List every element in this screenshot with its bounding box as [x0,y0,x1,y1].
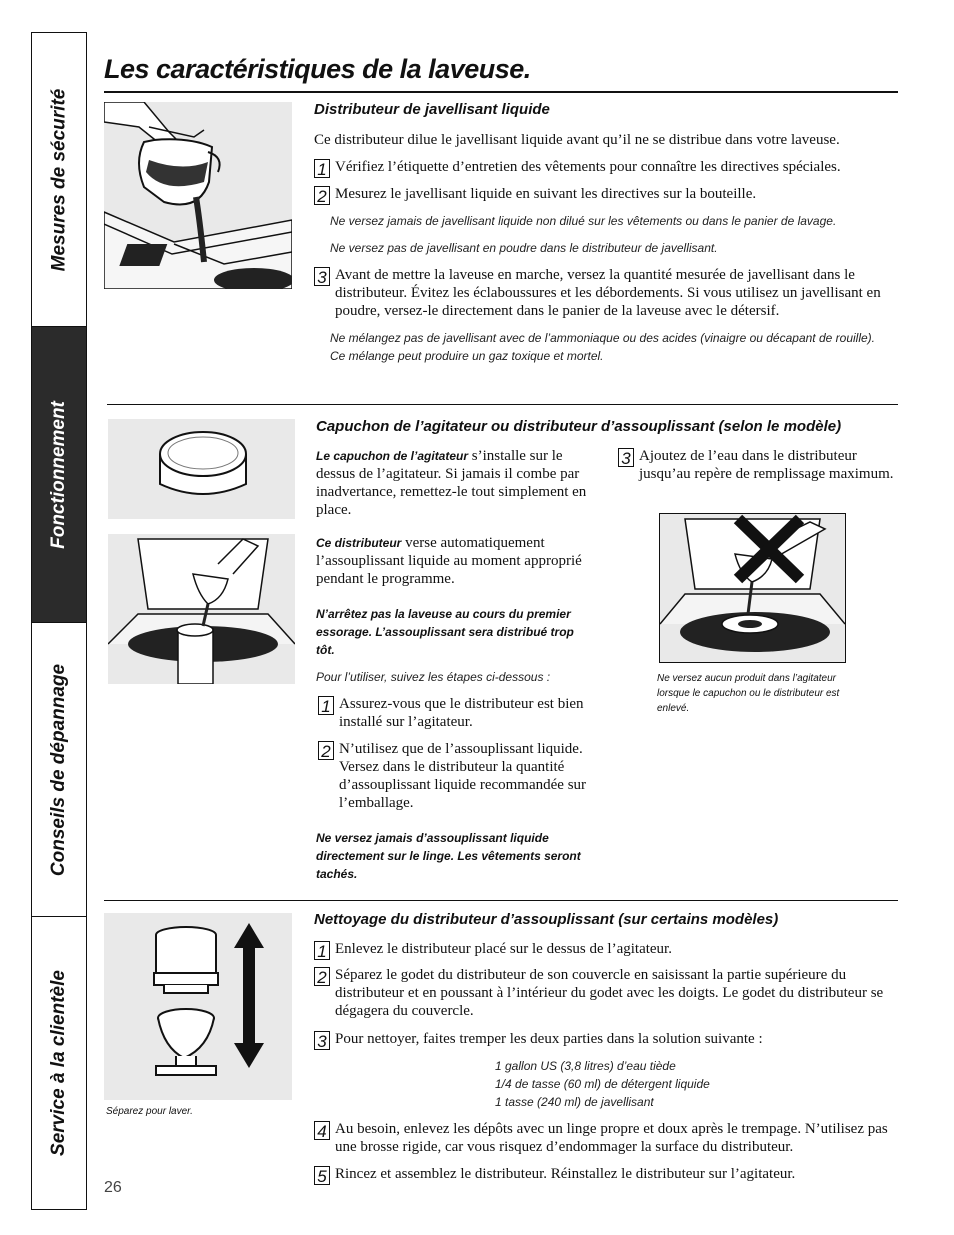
do-not-pour-illustration [659,513,846,663]
step-number: 3 [314,1031,330,1050]
step-number: 2 [314,967,330,986]
tab-mesures-de-securite[interactable] [32,33,86,327]
warning-note: Ne mélangez pas de javellisant avec de l’ammoniaque ou des acides (vinaigre ou décapant de rouille). Ce mélange peut produire un gaz toxique et mortel. [330,331,875,363]
tab-label: Fonctionnement [48,400,69,549]
tab-fonctionnement[interactable] [32,327,86,623]
tab-service-a-la-clientele[interactable] [32,917,86,1209]
tab-conseils-de-depannage[interactable] [32,623,86,917]
step [314,266,894,320]
warning-text: N’arrêtez pas la laveuse au cours du premier essorage. L’assouplissant sera distribué trop tôt. [316,607,574,657]
section-intro: Ce distributeur dilue le javellisant liquide avant qu’il ne se distribue dans votre laveuse. [314,132,840,148]
paragraph [316,534,601,588]
section-heading: Distributeur de javellisant liquide [314,101,550,118]
step-number: 1 [314,941,330,960]
tab-label: Service à la clientèle [48,970,69,1156]
instructions-text: Pour l’utiliser, suivez les étapes ci-dessous : [316,670,551,684]
note: Ne versez pas de javellisant en poudre dans le distributeur de javellisant. [330,241,718,255]
solution-line: 1 tasse (240 ml) de javellisant [495,1095,654,1109]
step-number: 2 [314,186,330,205]
step-number: 1 [318,696,334,715]
agitator-cap-illustration [108,419,295,519]
step [314,185,894,205]
page-title: Les caractéristiques de la laveuse. [104,54,531,84]
paragraph-text: verse automatiquement l’assouplissant liquide au moment approprié pendant le programme. [316,535,582,587]
illustration-caption: Séparez pour laver. [106,1106,193,1117]
step-text: Vérifiez l’étiquette d’entretien des vêtements pour connaître les directives spéciales. [335,159,841,175]
step [314,1120,904,1156]
paragraph-text: s’installe sur le dessus de l’agitateur. Si jamais il combe par inadvertance, remettez-le tout simplement en place. [316,448,587,518]
note: Ne versez jamais de javellisant liquide non dilué sur les vêtements ou dans le panier de lavage. [330,214,837,228]
step-text: Au besoin, enlevez les dépôts avec un linge propre et doux après le trempage. N’utilisez pas une brosse rigide, car vous risquez d’endommager la surface du distributeur. [335,1121,888,1155]
step [314,966,899,1020]
step-text: Ajoutez de l’eau dans le distributeur jusqu’au repère de remplissage maximum. [639,448,894,482]
solution-line: 1/4 de tasse (60 ml) de détergent liquide [495,1077,710,1091]
tab-label: Mesures de sécurité [48,88,70,271]
step-text: N’utilisez que de l’assouplissant liquide. Versez dans le distributeur la quantité d’assouplissant liquide recommandée sur l’emballage. [339,741,587,811]
step-number: 4 [314,1121,330,1140]
step-text: Séparez le godet du distributeur de son couvercle en saisissant la partie supérieure du distributeur et en poussant à l’intérieur du godet avec les doigts. Le godet du distributeur se dégagera du couvercle. [335,967,884,1019]
step [318,695,598,731]
warning-text: Ne versez jamais d’assouplissant liquide directement sur le linge. Les vêtements seront tachés. [316,831,581,881]
step-number: 5 [314,1166,330,1185]
step [318,740,603,812]
section-heading: Nettoyage du distributeur d’assouplissant (sur certains modèles) [314,911,779,928]
step-number: 1 [314,159,330,178]
tab-label: Conseils de dépannage [48,663,70,876]
step-number: 2 [318,741,334,760]
side-tabs [31,32,87,1210]
step-text: Pour nettoyer, faites tremper les deux parties dans la solution suivante : [335,1031,763,1047]
step [314,1165,899,1185]
bleach-pour-illustration [104,102,292,289]
title-rule [104,91,898,93]
step-text: Avant de mettre la laveuse en marche, versez la quantité mesurée de javellisant dans le distributeur. Évitez les éclaboussures et les débordements. Si vous utilisez un javellisant en poudre, versez-le directement dans le panier de la laveuse avec le détersif. [335,267,881,319]
step-number: 3 [314,267,330,286]
step-text: Enlevez le distributeur placé sur le dessus de l’agitateur. [335,941,672,957]
step-text: Rincez et assemblez le distributeur. Réinstallez le distributeur sur l’agitateur. [335,1166,796,1182]
step [314,158,894,178]
step-text: Assurez-vous que le distributeur est bien installé sur l’agitateur. [339,696,584,730]
step [314,940,899,960]
step-number: 3 [618,448,634,467]
dispenser-parts-illustration [104,913,292,1100]
paragraph [316,447,601,519]
illustration-caption: Ne versez aucun produit dans l’agitateur lorsque le capuchon ou le distributeur est enlevé. [657,673,840,714]
section-rule [104,900,898,901]
paragraph-lead: Ce distributeur [316,536,402,550]
section-rule [107,404,898,405]
step-text: Mesurez le javellisant liquide en suivant les directives sur la bouteille. [335,186,757,202]
solution-line: 1 gallon US (3,8 litres) d’eau tiède [495,1059,676,1073]
softener-pour-illustration [108,534,295,684]
section-heading: Capuchon de l’agitateur ou distributeur d’assouplissant (selon le modèle) [316,418,842,435]
step [314,1030,899,1050]
step [618,447,903,483]
paragraph-lead: Le capuchon de l’agitateur [316,449,469,463]
page-number: 26 [104,1179,122,1196]
